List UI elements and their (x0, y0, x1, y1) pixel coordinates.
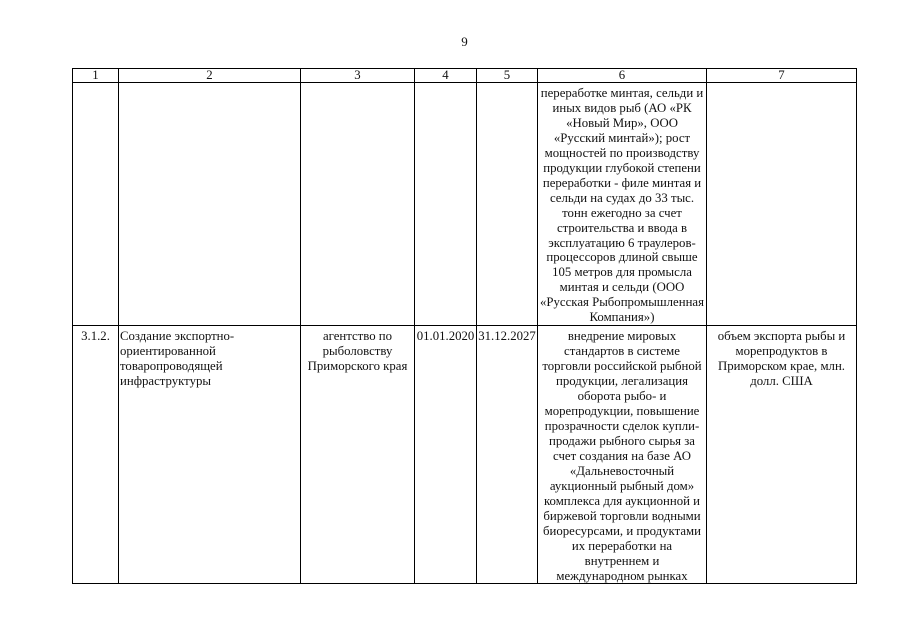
cell-text-line: минтая и сельди (ООО (559, 280, 685, 295)
cell-text-line: Приморского края (307, 359, 408, 374)
cell-text-line: внутреннем и (584, 553, 660, 568)
column-number-4: 4 (415, 69, 477, 83)
column-number-3: 3 (301, 69, 415, 83)
cell-col-7 (707, 83, 857, 326)
plan-table (72, 68, 857, 584)
cell-col-1 (73, 326, 119, 584)
cell-col-4 (415, 326, 477, 584)
cell-text-line: прозрачности сделок купли- (544, 418, 700, 433)
cell-text-line: 105 метров для промысла (552, 265, 692, 280)
cell-text-line: их переработки на (571, 538, 673, 553)
cell-text-line: оборота рыбо- и (577, 389, 667, 404)
cell-text-line: сельди на судах до 33 тыс. (549, 190, 695, 205)
cell-text-line: стандартов в системе (564, 344, 680, 359)
cell-text-line: продукции, легализация (555, 374, 688, 389)
cell-text-line: процессоров длиной свыше (546, 250, 698, 265)
column-number-7: 7 (707, 69, 857, 83)
column-number-row (73, 69, 857, 83)
cell-text-line: агентство по (322, 329, 393, 344)
cell-text-line: 31.12.2027 (478, 329, 536, 344)
cell-col-5 (477, 326, 538, 584)
cell-text-line: переработки - филе минтая и (542, 175, 702, 190)
cell-text-line: строительства и ввода в (556, 220, 688, 235)
cell-text-line: комплекса для аукционной и (543, 493, 701, 508)
column-number-1: 1 (73, 69, 119, 83)
cell-text-line: Создание экспортно- (120, 329, 235, 344)
cell-text-line: торговли российской рыбной (542, 359, 702, 374)
cell-text-line: продукции глубокой степени (543, 160, 701, 175)
cell-text-line: счет создания на базе АО (553, 448, 691, 463)
cell-col-2 (119, 83, 301, 326)
cell-text-line: «Дальневосточный (569, 463, 675, 478)
cell-text-line: международном рынках (556, 568, 688, 583)
cell-text-line: морепродуктов в (735, 344, 828, 359)
cell-text-line: эксплуатацию 6 траулеров- (548, 235, 696, 250)
cell-col-6 (538, 83, 707, 326)
cell-text-line: «Русский минтай»); рост (553, 130, 691, 145)
cell-text-line: 3.1.2. (81, 329, 110, 344)
cell-text-line: «Новый Мир», ООО (566, 115, 678, 130)
cell-text-line: внедрение мировых (567, 329, 677, 344)
cell-text-line: рыболовству (322, 344, 393, 359)
table-row (73, 326, 857, 584)
cell-text-line: биоресурсами, и продуктами (543, 523, 701, 538)
cell-text-line: товаропроводящей (120, 359, 223, 374)
cell-text-line: аукционный рыбный дом» (549, 478, 695, 493)
cell-text-line: иных видов рыб (АО «РК (552, 100, 692, 115)
cell-text-line: биржевой торговли водными (543, 508, 701, 523)
cell-col-4 (415, 83, 477, 326)
cell-col-5 (477, 83, 538, 326)
cell-text-line: 01.01.2020 (416, 329, 475, 344)
column-number-5: 5 (477, 69, 538, 83)
column-number-6: 6 (538, 69, 707, 83)
cell-text-line: морепродукции, повышение (544, 404, 700, 419)
page-number: 9 (461, 34, 468, 49)
cell-text-line: долл. США (750, 374, 813, 389)
cell-text-line: Компания») (589, 310, 655, 325)
cell-text-line: ориентированной (120, 344, 216, 359)
cell-text-line: тонн ежегодно за счет (562, 205, 682, 220)
cell-col-7 (707, 326, 857, 584)
table-row (73, 83, 857, 326)
cell-text-line: инфраструктуры (120, 374, 211, 389)
cell-col-1 (73, 83, 119, 326)
cell-col-6 (538, 326, 707, 584)
cell-col-3 (301, 83, 415, 326)
cell-text-line: мощностей по производству (544, 145, 700, 160)
cell-text-line: объем экспорта рыбы и (717, 329, 846, 344)
cell-col-2 (119, 326, 301, 584)
cell-text-line: переработке минтая, сельди и (540, 86, 704, 100)
cell-text-line: Приморском крае, млн. (718, 359, 845, 374)
cell-text-line: «Русская Рыбопромышленная (540, 295, 704, 310)
column-number-2: 2 (119, 69, 301, 83)
cell-text-line: продажи рыбного сырья за (549, 433, 695, 448)
cell-col-3 (301, 326, 415, 584)
